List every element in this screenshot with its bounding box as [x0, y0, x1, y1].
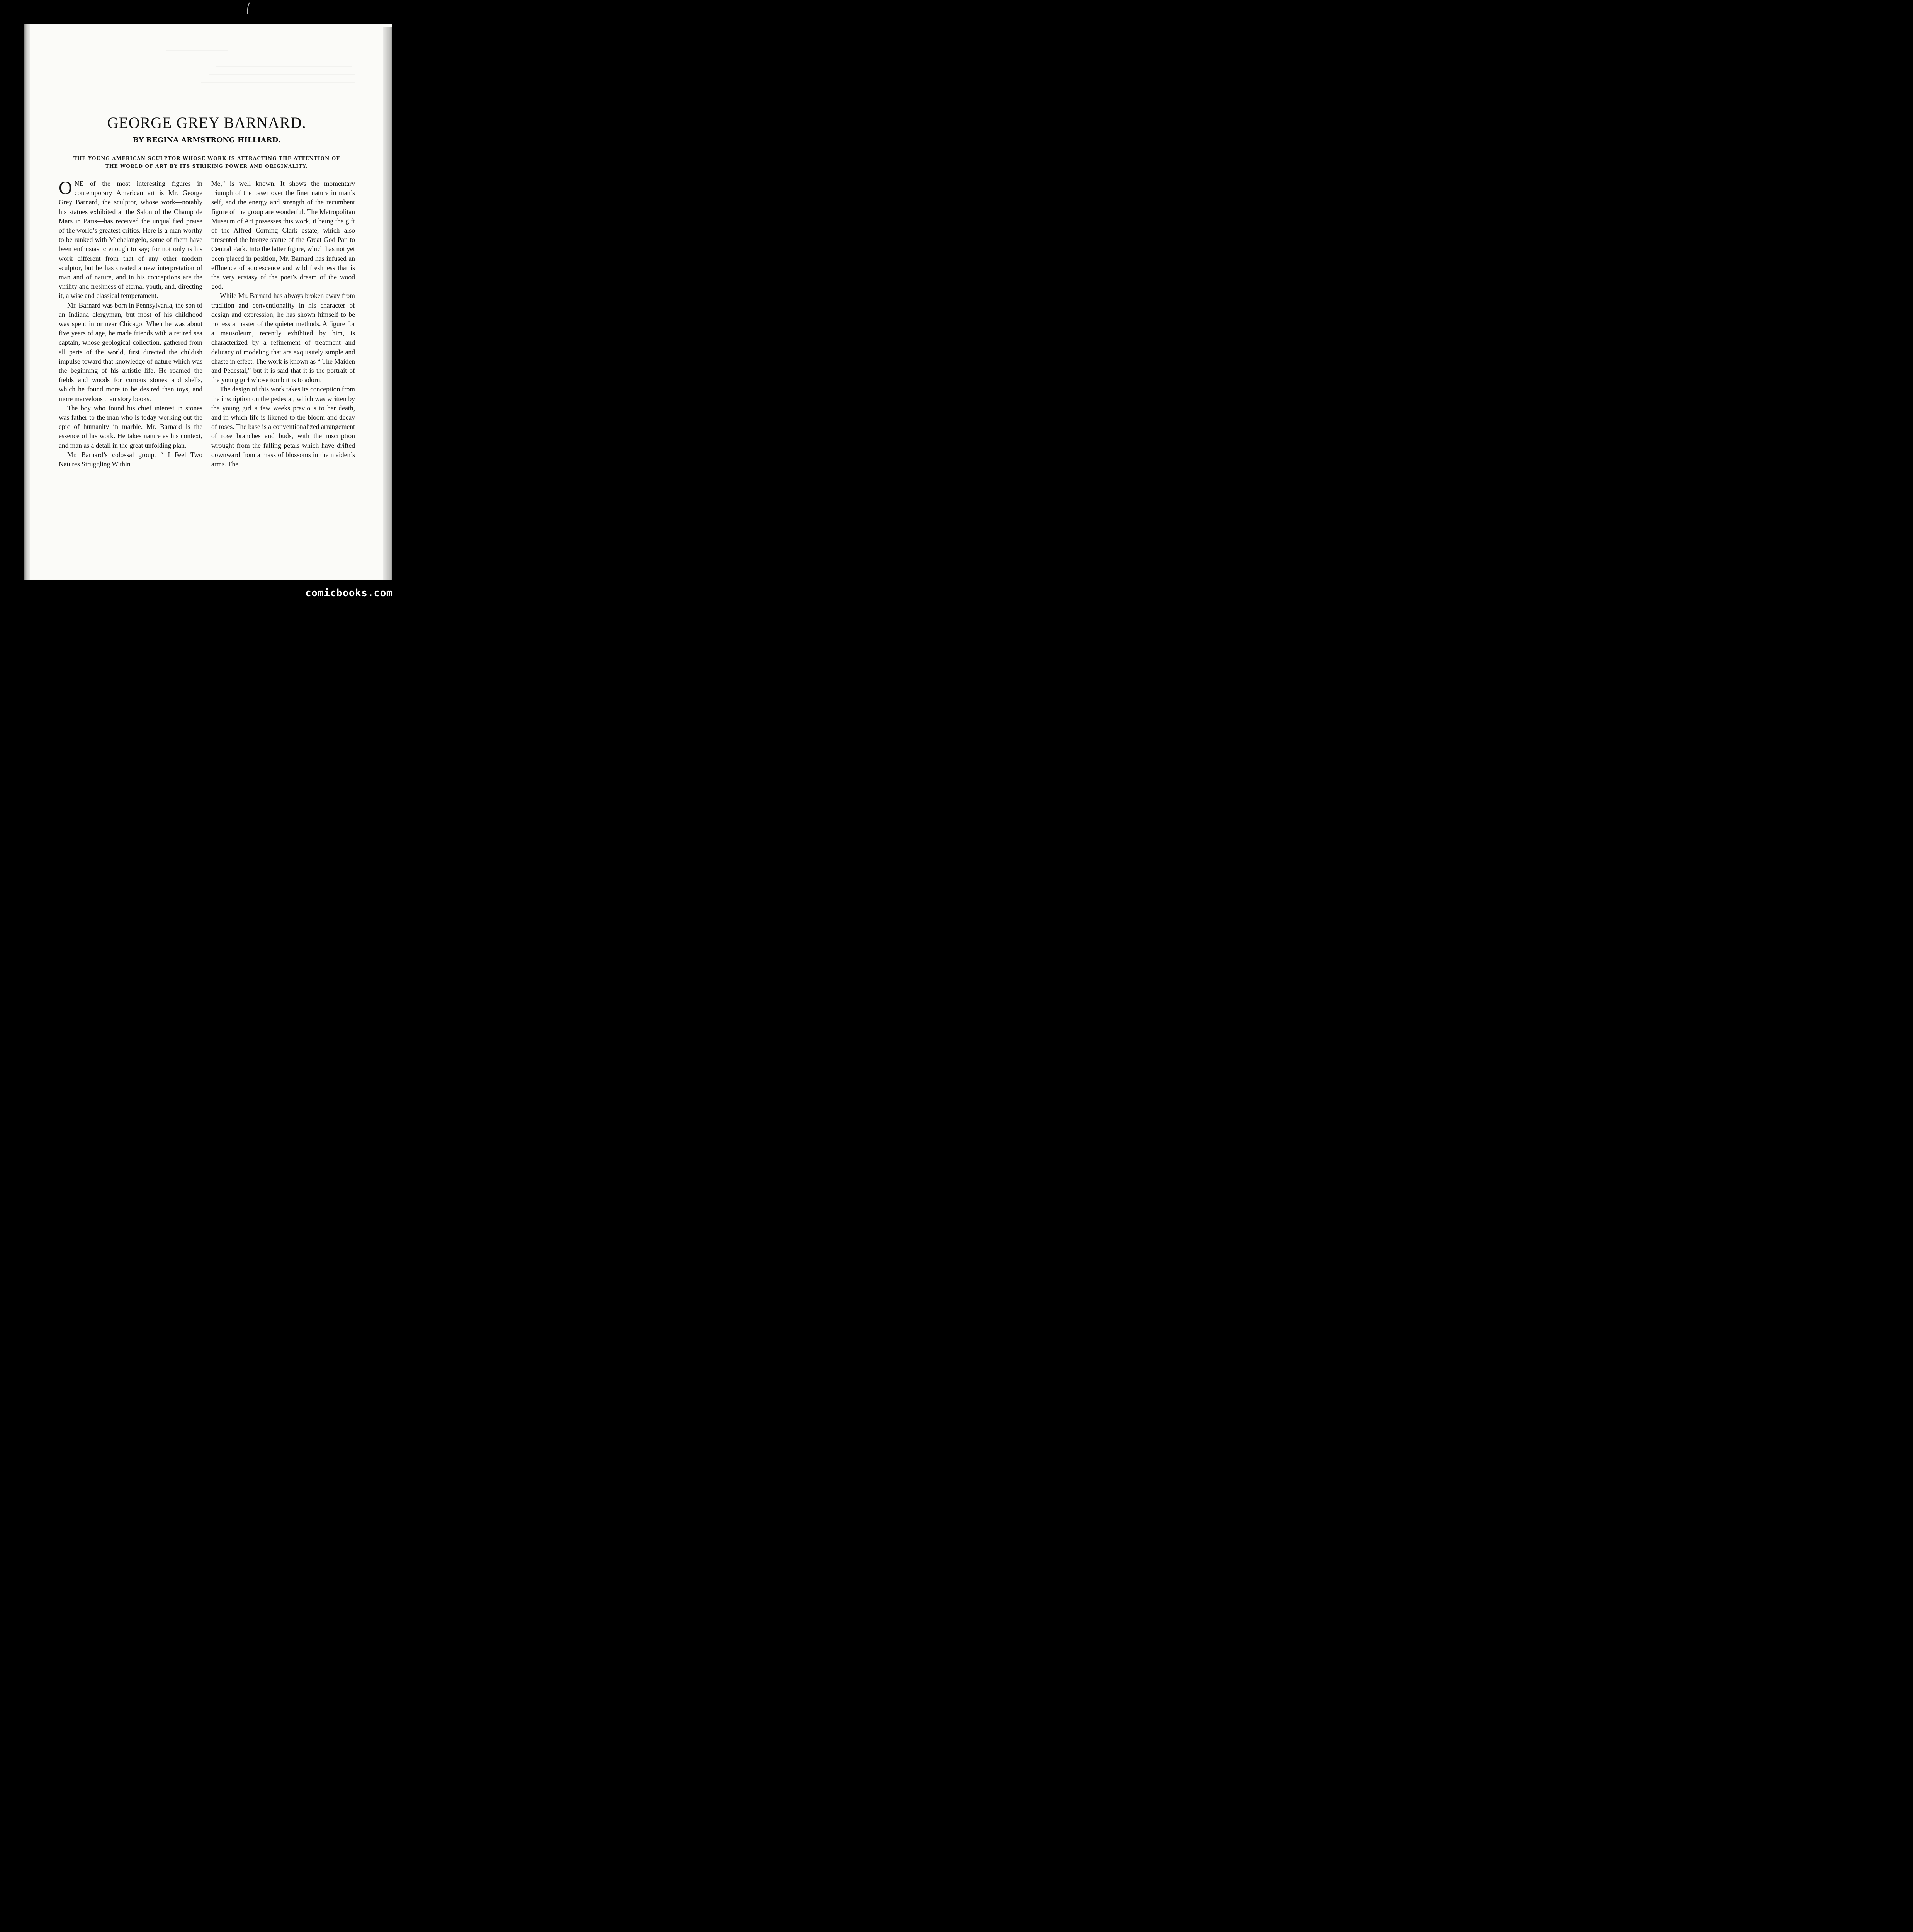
page-spine-shadow [24, 24, 30, 580]
body-paragraph: The boy who found his chief interest in stones was father to the man who is today working out the epic of humanity in marble. Mr. Barnard is the essence of his work. He takes nature as his context, and man as a detail in the great unfolding plan. [59, 404, 202, 449]
article-subtitle [58, 155, 355, 170]
body-paragraph: While Mr. Barnard has always broken away from tradition and conventionality in his character of design and expression, he has shown himself to be no less a master of the quieter methods. A figure for a mausoleum, recently exhibited by him, is characterized by a refinement of treatment and delicacy of modeling that are exquisitely simple and chaste in effect. The work is known as “ The Maiden and Pedestal,” but it is said that it is the portrait of the young girl whose tomb it is to adorn. [211, 292, 355, 384]
drop-cap: O [59, 178, 72, 198]
show-through-line [216, 66, 352, 67]
body-paragraph: The design of this work takes its conception from the inscription on the pedestal, which was written by the young girl a few weeks previous to her death, and in which life is likened to the bloom and decay of roses. The base is a conventionalized arrangement of rose branches and buds, with the inscription wrought from the falling petals which have drifted downward from a mass of blossoms in the maiden’s arms. The [211, 385, 355, 468]
body-paragraph [59, 179, 202, 301]
subtitle-line: THE YOUNG AMERICAN SCULPTOR WHOSE WORK IS ATTRACTING THE ATTENTION OF [73, 156, 340, 161]
show-through-line [166, 50, 228, 51]
article-byline: BY REGINA ARMSTRONG HILLIARD. [133, 136, 281, 144]
body-paragraph: Mr. Barnard was born in Pennsylvania, the son of an Indiana clergyman, but most of his childhood was spent in or near Chicago. When he was about five years of age, he made friends with a retired sea captain, whose geological collection, gathered from all parts of the world, first directed the childish impulse toward that knowledge of nature which was the beginning of his artistic life. He roamed the fields and woods for curious stones and shells, which he found more to be desired than toys, and more marvelous than story books. [59, 301, 202, 403]
show-through-line [209, 74, 355, 75]
body-column-left [59, 179, 202, 469]
article-title: GEORGE GREY BARNARD. [107, 114, 306, 131]
body-paragraph: Me,” is well known. It shows the momentary triumph of the baser over the finer nature in man’s self, and the energy and strength of the recumbent figure of the group are wonderful. The Metropolitan Museum of Art possesses this work, it being the gift of the Alfred Corning Clark estate, which also presented the bronze statue of the Great God Pan to Central Park. Into the latter figure, which has not yet been placed in position, Mr. Barnard has infused an effluence of adolescence and wild freshness that is the very ecstasy of the poet’s dream of the wood god. [211, 180, 355, 291]
show-through-line [201, 82, 355, 83]
subtitle-line: THE WORLD OF ART BY ITS STRIKING POWER AND ORIGINALITY. [105, 163, 308, 169]
body-column-right [211, 179, 355, 469]
scanned-page-viewport [0, 0, 401, 606]
body-paragraph: Mr. Barnard’s colossal group, “ I Feel Two Natures Struggling Within [59, 451, 202, 468]
scan-border [392, 24, 401, 580]
paragraph-text: NE of the most interesting figures in contemporary American art is Mr. George Grey Barnard, the sculptor, whose work—notably his statues exhibited at the Salon of the Champ de Mars in Paris—has received the unqualified praise of the world’s greatest critics. Here is a man worthy to be ranked with Michelangelo, some of them have been enthusiastic enough to say; for not only is his work different from that of any other modern sculptor, but he has created a new interpretation of man and of nature, and in his conceptions are the virility and freshness of eternal youth, and, directing it, a wise and classical temperament. [59, 180, 202, 300]
scan-artifact-mark [246, 2, 251, 15]
site-watermark: comicbooks.com [305, 587, 392, 599]
